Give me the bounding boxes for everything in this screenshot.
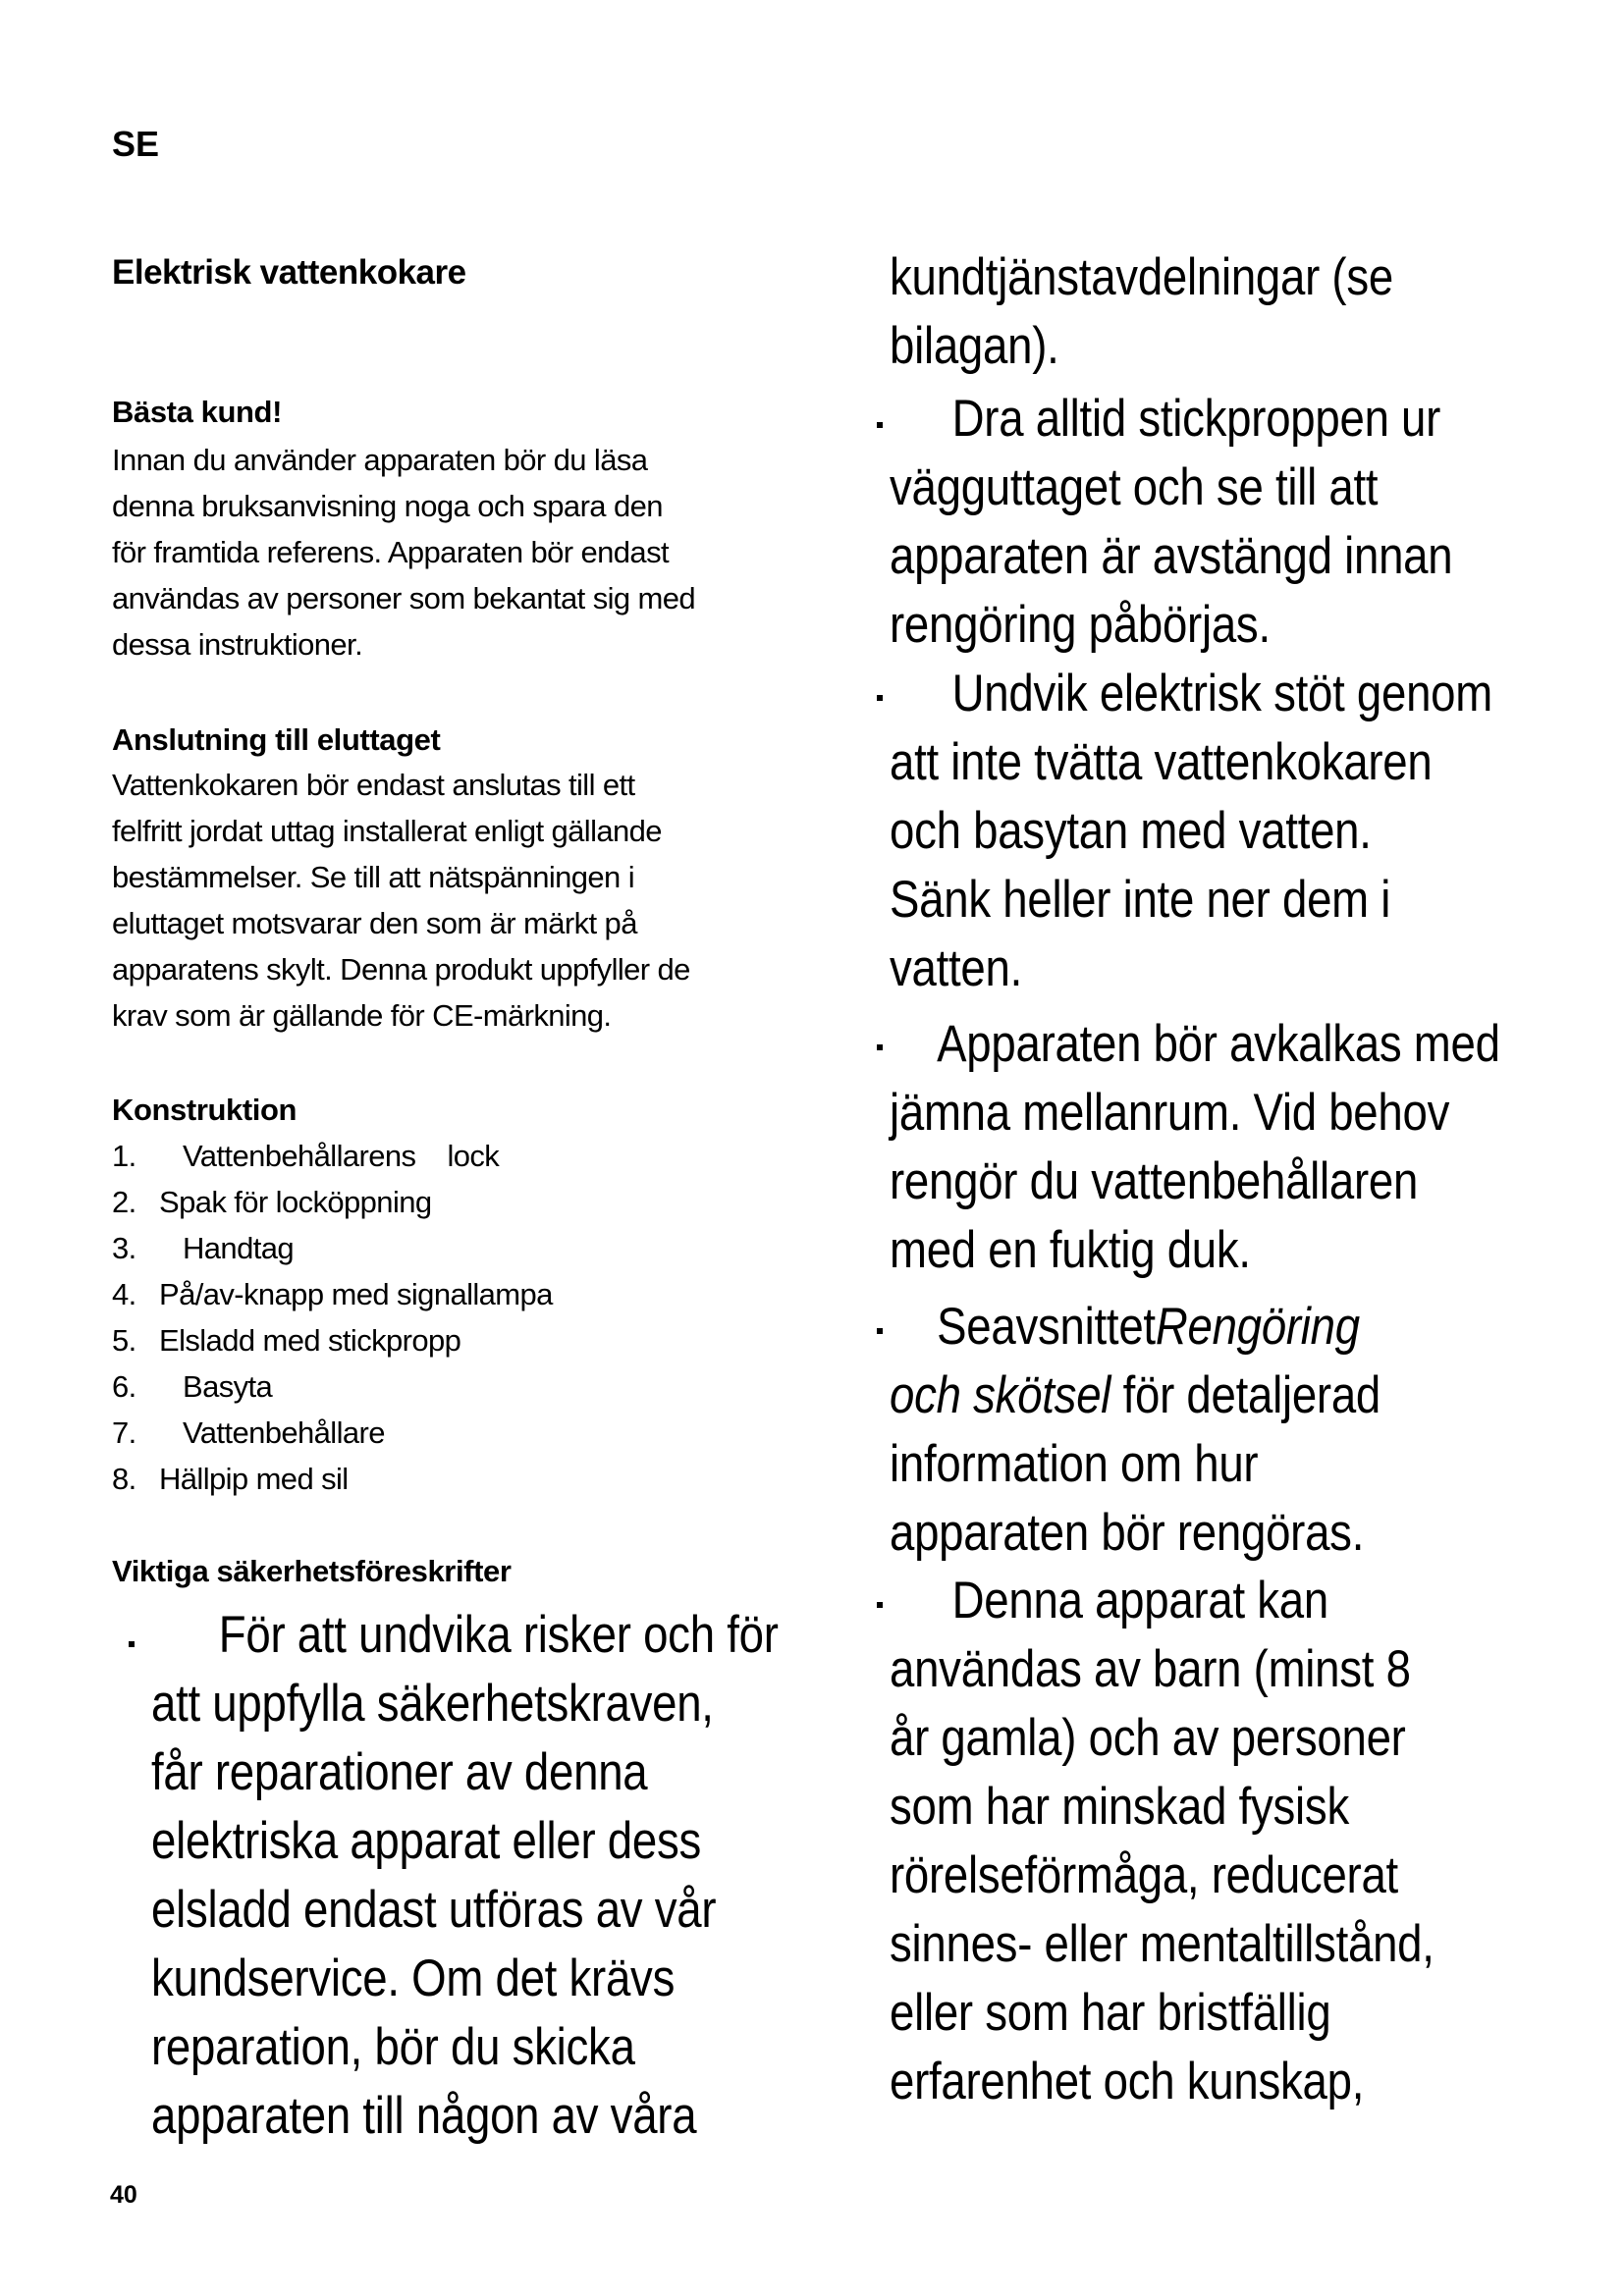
text-line: och basytan med vatten. <box>890 802 1372 860</box>
text-line: reparation, bör du skicka <box>151 2018 635 2076</box>
text-line: Sänk heller inte ner dem i <box>890 871 1391 929</box>
text-line: rengör du vattenbehållaren <box>890 1152 1419 1210</box>
bullet-icon <box>877 1044 883 1050</box>
bullet-icon <box>129 1641 135 1647</box>
connection-line: felfritt jordat uttag installerat enligt gällande <box>112 814 662 848</box>
text-line: med en fuktig duk. <box>890 1221 1251 1279</box>
text-line: Denna apparat kan <box>951 1572 1328 1629</box>
bullet-icon <box>877 1328 883 1334</box>
text-line: rengöring påbörjas. <box>890 596 1271 654</box>
text-line: jämna mellanrum. Vid behov <box>890 1084 1450 1142</box>
language-code: SE <box>112 124 160 164</box>
construction-heading: Konstruktion <box>112 1093 298 1127</box>
text-line: rörelseförmåga, reducerat <box>890 1846 1398 1904</box>
safety-bullet-3 <box>890 660 1492 1003</box>
safety-bullet-1 <box>151 1601 779 2151</box>
text-line: elektriska apparat eller dess <box>151 1812 702 1870</box>
text-line: apparaten till någon av våra <box>151 2087 697 2145</box>
text-line: användas av barn (minst 8 <box>890 1640 1411 1698</box>
list-item: 8. Hällpip med sil <box>112 1462 349 1496</box>
text-line: och skötsel för detaljerad <box>890 1366 1381 1424</box>
safety-bullet-4 <box>890 1010 1500 1285</box>
list-item: 1. Vattenbehållarens lock <box>112 1139 500 1173</box>
text-line: information om hur <box>890 1435 1259 1493</box>
list-item: 2. Spak för locköppning <box>112 1185 432 1219</box>
connection-line: krav som är gällande för CE-märkning. <box>112 998 612 1033</box>
intro-line: denna bruksanvisning noga och spara den <box>112 489 663 523</box>
page-title: Elektrisk vattenkokare <box>112 253 466 292</box>
text-line: kundservice. Om det krävs <box>151 1949 676 2007</box>
intro-line: Innan du använder apparaten bör du läsa <box>112 443 648 477</box>
list-item: 7. Vattenbehållare <box>112 1415 385 1450</box>
list-item: 4. På/av-knapp med signallampa <box>112 1277 553 1311</box>
safety-heading: Viktiga säkerhetsföreskrifter <box>112 1554 512 1588</box>
text-line: vatten. <box>890 939 1023 997</box>
text-line: att uppfylla säkerhetskraven, <box>151 1675 714 1733</box>
construction-list <box>112 1133 553 1502</box>
text-line: För att undvika risker och för <box>218 1606 779 1664</box>
intro-line: dessa instruktioner. <box>112 627 363 662</box>
safety-bullet-6 <box>890 1567 1435 2116</box>
bullet-icon <box>877 1602 883 1608</box>
text-line: Undvik elektrisk stöt genom <box>951 665 1492 722</box>
bullet-icon <box>877 422 883 428</box>
bullet-icon <box>877 695 883 701</box>
text-line: som har minskad fysisk <box>890 1778 1349 1836</box>
text-line: att inte tvätta vattenkokaren <box>890 733 1433 791</box>
text-line: bilagan). <box>890 317 1059 375</box>
connection-heading: Anslutning till eluttaget <box>112 722 441 757</box>
connection-line: apparatens skylt. Denna produkt uppfyller de <box>112 952 690 987</box>
page-number: 40 <box>110 2181 137 2209</box>
connection-line: bestämmelser. Se till att nätspänningen i <box>112 860 634 894</box>
connection-line: Vattenkokaren bör endast anslutas till ett <box>112 768 635 802</box>
intro-paragraph <box>112 437 695 667</box>
text-line: får reparationer av denna <box>151 1743 648 1801</box>
list-item: 5. Elsladd med stickpropp <box>112 1323 461 1358</box>
safety-bullet-2 <box>890 385 1452 660</box>
text-line: erfarenhet och kunskap, <box>890 2053 1365 2110</box>
text-line: år gamla) och av personer <box>890 1709 1406 1767</box>
intro-line: för framtida referens. Apparaten bör endast <box>112 535 669 569</box>
list-item: 3. Handtag <box>112 1231 295 1265</box>
connection-line: eluttaget motsvarar den som är märkt på <box>112 906 637 940</box>
list-item: 6. Basyta <box>112 1369 273 1404</box>
text-line: eller som har bristfällig <box>890 1984 1331 2042</box>
text-line: kundtjänstavdelningar (se <box>890 248 1393 306</box>
safety-bullet-5 <box>890 1293 1380 1568</box>
safety-bullet-1-continued <box>890 243 1393 381</box>
text-line: Apparaten bör avkalkas med <box>937 1015 1500 1073</box>
text-line: elsladd endast utföras av vår <box>151 1881 717 1939</box>
text-line: sinnes- eller mentaltillstånd, <box>890 1915 1435 1973</box>
text-line: Dra alltid stickproppen ur <box>951 390 1441 448</box>
connection-paragraph <box>112 762 690 1039</box>
intro-heading: Bästa kund! <box>112 395 283 429</box>
text-line: apparaten bör rengöras. <box>890 1504 1365 1562</box>
text-line: SeavsnittetRengöring <box>937 1298 1360 1356</box>
intro-line: användas av personer som bekantat sig med <box>112 581 696 615</box>
text-line: apparaten är avstängd innan <box>890 527 1453 585</box>
text-line: vägguttaget och se till att <box>890 458 1379 516</box>
